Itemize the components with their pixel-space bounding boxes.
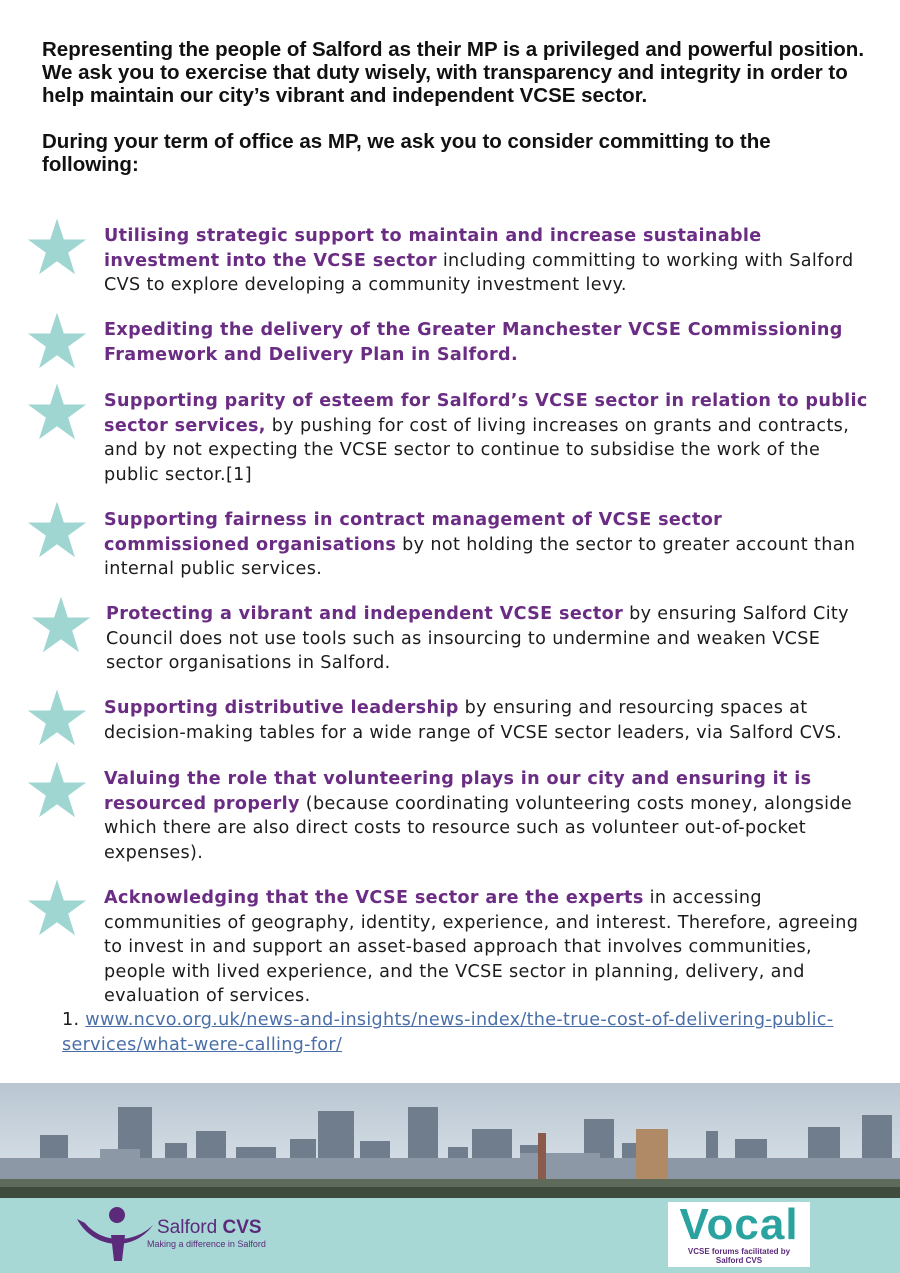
star-icon xyxy=(26,311,88,371)
vocal-logo xyxy=(668,1202,810,1267)
commitment-highlight: Expediting the delivery of the Greater Manchester VCSE Commissioning Framework and Delivery Plan in Salford. xyxy=(104,320,843,365)
commitment-text: including committing to working with Salford CVS to explore developing a community investment levy. xyxy=(104,250,854,296)
commitment-item xyxy=(104,224,874,298)
commitment-item xyxy=(104,767,874,865)
intro-paragraph: Representing the people of Salford as their MP is a privileged and powerful position. We ask you to exercise that duty wisely, with transparency and integrity in order to help maintain our city’s vibrant and independent VCSE sector. xyxy=(42,38,865,107)
salford-cvs-name xyxy=(157,1217,262,1239)
commitment-item xyxy=(104,389,874,487)
commitment-text: (because coordinating volunteering costs money, alongside which there are also direct costs to resource such as volunteer out-of-pocket expenses). xyxy=(104,793,853,863)
commitment-highlight: Supporting fairness in contract management of VCSE sector commissioned organisations xyxy=(104,510,723,555)
vocal-subtitle: VCSE forums facilitated by xyxy=(687,1247,791,1256)
commitment-text: by pushing for cost of living increases on grants and contracts, and by not expecting the VCSE sector to continue to subsidise the work of the public sector.[1] xyxy=(104,415,850,485)
star-icon xyxy=(26,500,88,560)
commitment-highlight: Protecting a vibrant and independent VCSE sector xyxy=(106,604,624,624)
commitment-text: by not holding the sector to greater account than internal public services. xyxy=(104,534,856,580)
vocal-wordmark: Vocal xyxy=(679,1200,799,1249)
commitment-item xyxy=(104,318,874,367)
commitment-text: by ensuring Salford City Council does not use tools such as insourcing to undermine and weaken VCSE sector organisations in Salford. xyxy=(106,604,849,674)
commitment-item xyxy=(104,886,874,1009)
cvs-word: CVS xyxy=(222,1217,262,1238)
footnote-link[interactable]: www.ncvo.org.uk/news-and-insights/news-index/the-true-cost-of-delivering-public-services/what-were-calling-for/ xyxy=(62,1010,834,1055)
salford-word: Salford xyxy=(157,1217,218,1238)
salford-cvs-logo xyxy=(75,1205,295,1263)
commitment-item xyxy=(106,602,876,676)
vocal-subtitle-org: Salford CVS xyxy=(715,1256,763,1265)
star-icon xyxy=(26,217,88,277)
city-skyline-image xyxy=(0,1083,900,1198)
commitment-highlight: Supporting distributive leadership xyxy=(104,698,459,718)
commitment-highlight: Utilising strategic support to maintain and increase sustainable investment into the VCSE sector xyxy=(104,226,762,271)
star-icon xyxy=(26,688,88,748)
star-icon xyxy=(26,382,88,442)
commitment-highlight: Valuing the role that volunteering plays in our city and ensuring it is resourced properly xyxy=(104,769,812,814)
salford-tagline: Making a difference in Salford xyxy=(147,1239,266,1249)
intro-question: During your term of office as MP, we ask you to consider committing to the following: xyxy=(42,130,771,176)
commitment-highlight: Supporting parity of esteem for Salford’s VCSE sector in relation to public sector services, xyxy=(104,391,868,436)
star-icon xyxy=(26,878,88,938)
commitment-text: in accessing communities of geography, identity, experience, and interest. Therefore, agreeing to invest in and support an asset-based approach that involves communities, people with lived experience, and the VCSE sector in planning, delivery, and evaluation of services. xyxy=(104,888,859,1007)
footnote xyxy=(62,1008,852,1058)
footnote-number: 1. xyxy=(62,1010,80,1030)
commitment-item xyxy=(104,696,874,745)
star-icon xyxy=(26,760,88,820)
commitment-text: by ensuring and resourcing spaces at decision-making tables for a wide range of VCSE sector leaders, via Salford CVS. xyxy=(104,698,843,743)
star-icon xyxy=(30,595,92,655)
commitment-item xyxy=(104,508,874,582)
commitment-highlight: Acknowledging that the VCSE sector are the experts xyxy=(104,888,644,908)
